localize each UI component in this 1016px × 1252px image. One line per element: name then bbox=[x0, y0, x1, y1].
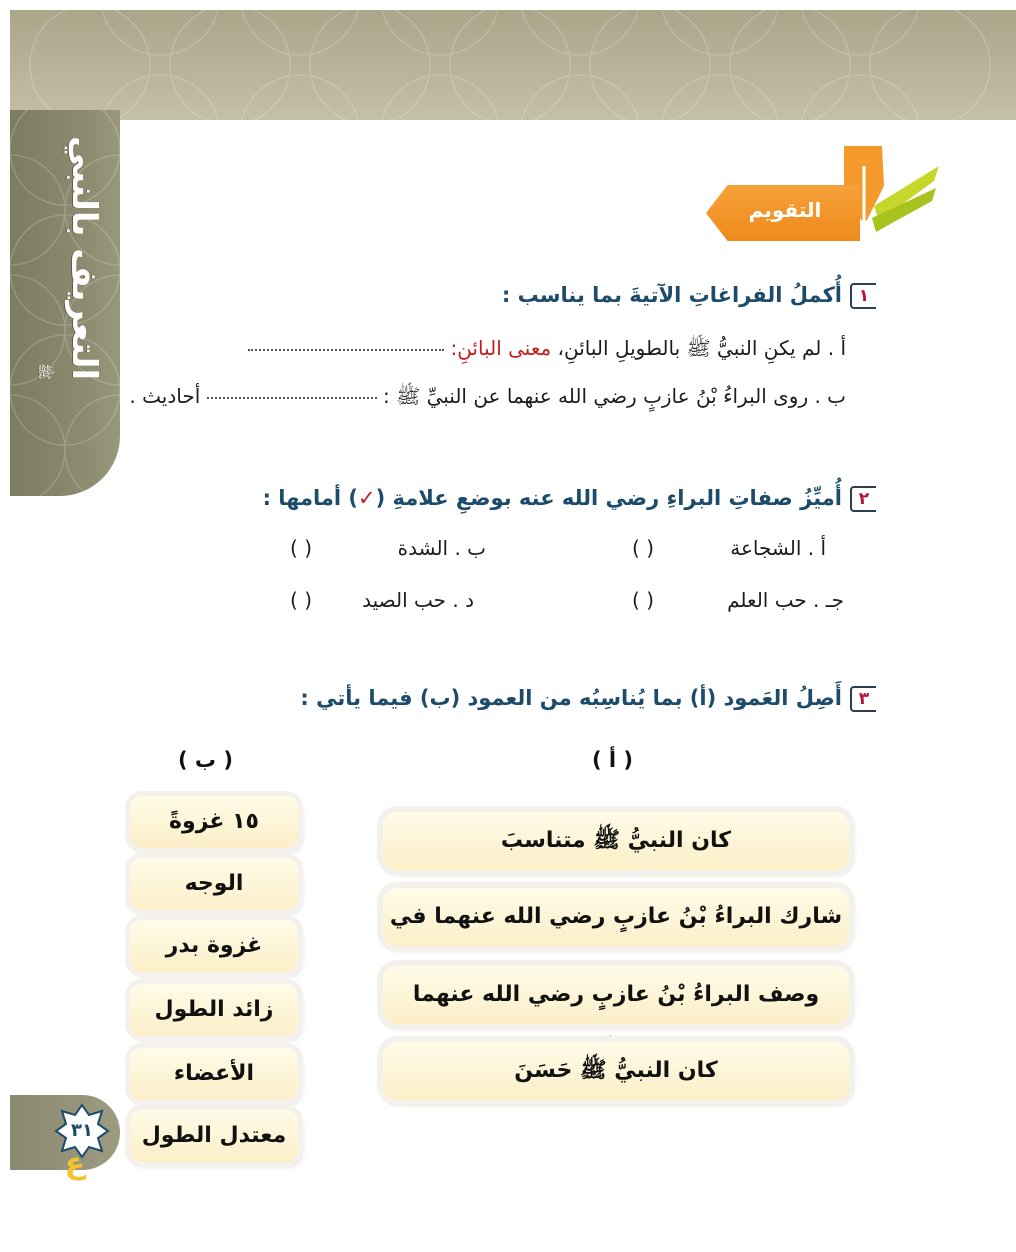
section-badge-label: التقويم bbox=[748, 198, 822, 222]
q2-option-a bbox=[730, 536, 826, 560]
q2-option-b-answer-box[interactable]: ( ) bbox=[290, 536, 312, 560]
column-a-item[interactable]: وصف البراءُ بْنُ عازبٍ رضي الله عنهما bbox=[383, 966, 849, 1024]
q3-number: ٣ bbox=[850, 686, 876, 712]
q1-a-blank[interactable] bbox=[248, 349, 444, 351]
column-b-header: ( ب ) bbox=[178, 748, 233, 772]
q1-line-a bbox=[248, 336, 846, 365]
q2-option-a-answer-box[interactable]: ( ) bbox=[632, 536, 654, 560]
q1-b-end: أحاديث . bbox=[129, 384, 201, 408]
column-b-item[interactable]: معتدل الطول bbox=[130, 1110, 298, 1162]
q2-option-c bbox=[727, 588, 844, 612]
q2-option-a-paren[interactable] bbox=[632, 536, 654, 560]
q2-option-d-paren[interactable] bbox=[290, 588, 312, 612]
q3-prompt bbox=[300, 686, 876, 712]
q2-option-b-label: ب . الشدة bbox=[397, 536, 486, 560]
q1-b-blank[interactable] bbox=[207, 397, 377, 399]
q2-option-c-label: جـ . حب العلم bbox=[727, 588, 844, 612]
q2-number: ٢ bbox=[850, 486, 876, 512]
q1-prompt bbox=[502, 283, 876, 309]
q1-a-red-text: معنى البائنِ: bbox=[450, 336, 552, 360]
column-b-item[interactable]: غزوة بدر bbox=[130, 920, 298, 972]
column-a-item[interactable]: كان النبيُّ ﷺ متناسبَ bbox=[383, 812, 849, 870]
publisher-watermark: ع bbox=[64, 1146, 86, 1181]
q2-prompt bbox=[263, 486, 876, 512]
q1-number: ١ bbox=[850, 283, 876, 309]
q2-prompt-text: أُميِّزُ صفاتِ البراءِ رضي الله عنه بوضعِ علامةِ ( bbox=[375, 486, 842, 510]
page-number: ٣١ bbox=[71, 1120, 93, 1141]
column-b-item[interactable]: زائد الطول bbox=[130, 984, 298, 1036]
q2-option-b bbox=[398, 536, 486, 560]
q2-option-d bbox=[362, 588, 474, 612]
column-a-item[interactable]: شارك البراءُ بْنُ عازبٍ رضي الله عنهما في bbox=[383, 888, 849, 946]
q1-prompt-text: أُكملُ الفراغاتِ الآتيةَ بما يناسب : bbox=[501, 283, 842, 307]
q2-prompt-end: ) أمامها : bbox=[262, 486, 359, 510]
islamic-pattern-decoration bbox=[10, 10, 1016, 120]
q2-option-b-paren[interactable] bbox=[290, 536, 312, 560]
q3-prompt-text: أَصِلُ العَمود (أ) بما يُناسِبُه من العمود (ب) فيما يأتي : bbox=[300, 686, 842, 710]
column-a-header: ( أ ) bbox=[592, 748, 634, 772]
q2-option-c-paren[interactable] bbox=[632, 588, 654, 612]
q2-option-d-answer-box[interactable]: ( ) bbox=[290, 588, 312, 612]
header-band bbox=[10, 10, 1016, 120]
column-a-item[interactable]: كان النبيُّ ﷺ حَسَنَ bbox=[383, 1042, 849, 1100]
chapter-title bbox=[36, 120, 104, 380]
q2-option-c-answer-box[interactable]: ( ) bbox=[632, 588, 654, 612]
q2-option-a-label: أ . الشجاعة bbox=[730, 536, 826, 560]
chapter-title-text: التعريف بالنبي bbox=[64, 135, 104, 380]
q1-b-text: ب . روى البراءُ بْنُ عازبٍ رضي الله عنهما عن النبيِّ ﷺ : bbox=[382, 384, 846, 408]
column-b-item[interactable]: الوجه bbox=[130, 858, 298, 910]
q2-option-d-label: د . حب الصيد bbox=[362, 588, 474, 612]
q1-line-b bbox=[129, 384, 846, 413]
chapter-honorific: ﷺ bbox=[36, 363, 52, 380]
column-b-item[interactable]: ١٥ غزوةً bbox=[130, 796, 298, 848]
q1-a-text: أ . لم يكنِ النبيُّ ﷺ بالطويلِ البائنِ، bbox=[551, 336, 846, 360]
check-mark-icon: ✓ bbox=[358, 486, 376, 510]
column-b-item[interactable]: الأعضاء bbox=[130, 1048, 298, 1100]
